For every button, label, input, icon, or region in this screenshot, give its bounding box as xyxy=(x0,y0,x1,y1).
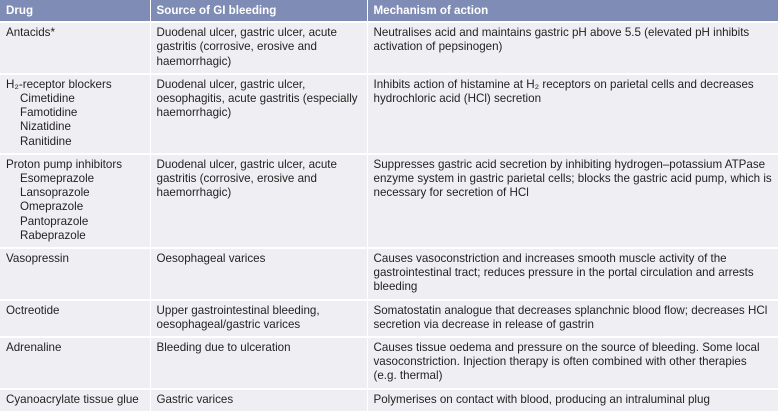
drug-subtype: Omeprazole xyxy=(20,200,84,214)
drug-subtype: Famotidine xyxy=(20,106,78,120)
drug-name: H₂-receptor blockers xyxy=(6,77,112,91)
source-cell: Oesophageal varices xyxy=(150,248,367,300)
table-row xyxy=(0,300,778,337)
drug-cell xyxy=(0,22,150,74)
table-row xyxy=(0,248,778,300)
drug-name: Cyanoacrylate tissue glue xyxy=(6,392,139,406)
table-row xyxy=(0,154,778,248)
drug-subtype: Nizatidine xyxy=(20,120,71,134)
drug-subtype: Pantoprazole xyxy=(20,214,89,228)
mechanism-cell: Causes tissue oedema and pressure on the source of bleeding. Some local vasoconstriction. Injection therapy is often combined with other therapies (e.g. thermal) xyxy=(367,337,778,389)
mechanism-cell: Causes vasoconstriction and increases smooth muscle activity of the gastrointestinal tract; reduces pressure in the portal circulation and arrests bleeding xyxy=(367,248,778,300)
drug-name: Proton pump inhibitors xyxy=(6,157,122,171)
mechanism-cell: Inhibits action of histamine at H₂ receptors on parietal cells and decreases hydrochloric acid (HCl) secretion xyxy=(367,74,778,154)
source-cell: Upper gastrointestinal bleeding, oesophageal/gastric varices xyxy=(150,300,367,337)
drug-cell xyxy=(0,74,150,154)
drug-name: Adrenaline xyxy=(6,341,62,355)
drug-subtype: Rabeprazole xyxy=(20,228,86,242)
source-cell: Gastric varices xyxy=(150,389,367,411)
drug-name: Vasopressin xyxy=(6,252,69,266)
drug-subtype: Ranitidine xyxy=(20,134,72,148)
table-row xyxy=(0,389,778,411)
source-cell: Duodenal ulcer, gastric ulcer, acute gastritis (corrosive, erosive and haemorrhagic) xyxy=(150,22,367,74)
drug-subtype: Cimetidine xyxy=(20,92,75,106)
header-drug: Drug xyxy=(0,0,150,22)
drug-name: Antacids* xyxy=(6,26,55,40)
table-header xyxy=(0,0,778,22)
table-row xyxy=(0,74,778,154)
drug-name: Octreotide xyxy=(6,303,60,317)
table-row xyxy=(0,337,778,389)
header-mechanism: Mechanism of action xyxy=(367,0,778,22)
mechanism-cell: Suppresses gastric acid secretion by inhibiting hydrogen–potassium ATPase enzyme system in gastric parietal cells; blocks the gastric acid pump, which is necessary for secretion of HCl xyxy=(367,154,778,248)
table-body xyxy=(0,22,778,411)
mechanism-cell: Polymerises on contact with blood, producing an intraluminal plug xyxy=(367,389,778,411)
drug-cell xyxy=(0,300,150,337)
mechanism-cell: Somatostatin analogue that decreases splanchnic blood flow; decreases HCl secretion via decrease in release of gastrin xyxy=(367,300,778,337)
drug-cell xyxy=(0,248,150,300)
table-row xyxy=(0,22,778,74)
drug-cell xyxy=(0,154,150,248)
source-cell: Duodenal ulcer, gastric ulcer, oesophagitis, acute gastritis (especially haemorrhagic) xyxy=(150,74,367,154)
source-cell: Bleeding due to ulceration xyxy=(150,337,367,389)
mechanism-cell: Neutralises acid and maintains gastric pH above 5.5 (elevated pH inhibits activation of pepsinogen) xyxy=(367,22,778,74)
drug-cell xyxy=(0,389,150,411)
source-cell: Duodenal ulcer, gastric ulcer, acute gastritis (corrosive, erosive and haemorrhagic) xyxy=(150,154,367,248)
drug-subtype: Lansoprazole xyxy=(20,186,90,200)
header-row xyxy=(0,0,778,22)
drug-subtype: Esomeprazole xyxy=(20,172,95,186)
header-source: Source of GI bleeding xyxy=(150,0,367,22)
drug-cell xyxy=(0,337,150,389)
